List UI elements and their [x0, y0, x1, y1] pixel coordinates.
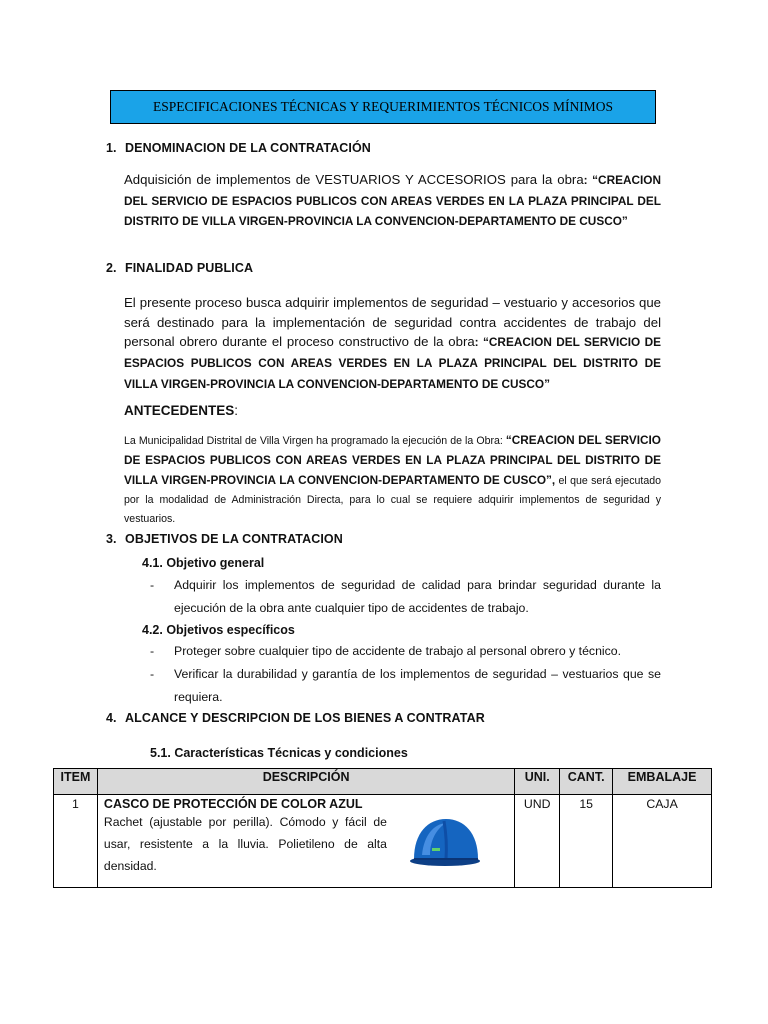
- section-2-heading: [106, 261, 253, 275]
- objetivos-especificos-heading: 4.2. Objetivos específicos: [142, 623, 295, 637]
- header-quantity: CANT.: [560, 769, 613, 795]
- section-2-title: FINALIDAD PUBLICA: [125, 261, 254, 275]
- list-item: [150, 574, 661, 619]
- objetivo-general-item-1: Adquirir los implementos de seguridad de calidad para brindar seguridad durante la ejecución de la obra ante cualquier tipo de accidentes de trabajo.: [174, 578, 661, 615]
- section-2-paragraph: [124, 293, 661, 395]
- cell-packaging: CAJA: [613, 795, 712, 888]
- antecedentes-project-name: “CREACION DEL SERVICIO DE ESPACIOS PUBLICOS CON AREAS VERDES EN LA PLAZA PRINCIPAL DEL DISTRITO DE VILLA VIRGEN-PROVINCIA LA CONVENCION-DEPARTAMENTO DE CUSCO”,: [124, 433, 661, 487]
- antecedentes-paragraph: [124, 431, 661, 529]
- specifications-table: [53, 768, 712, 888]
- section-2-project-name: “CREACION DEL SERVICIO DE ESPACIOS PUBLICOS CON AREAS VERDES EN LA PLAZA PRINCIPAL DEL DISTRITO DE VILLA VIRGEN-PROVINCIA LA CONVENCION-DEPARTAMENTO DE CUSCO”: [124, 335, 661, 391]
- cell-quantity: 15: [560, 795, 613, 888]
- header-description: DESCRIPCIÓN: [97, 769, 514, 795]
- blue-helmet-icon: [408, 815, 482, 867]
- header-item: ITEM: [54, 769, 98, 795]
- antecedentes-text-2: el que será ejecutado por la modalidad de Administración Directa, para lo cual se requiere adquirir implementos de seguridad y vestuarios.: [124, 475, 661, 525]
- antecedentes-text-1: La Municipalidad Distrital de Villa Virgen ha programado la ejecución de la Obra:: [124, 435, 506, 447]
- document-title-text: ESPECIFICACIONES TÉCNICAS Y REQUERIMIENTOS TÉCNICOS MÍNIMOS: [153, 99, 613, 114]
- bullet-dash: -: [150, 644, 155, 658]
- header-unit: UNI.: [515, 769, 560, 795]
- list-item: [150, 640, 661, 663]
- antecedentes-colon: :: [234, 403, 239, 418]
- bullet-dash: -: [150, 667, 155, 681]
- section-1-title: DENOMINACION DE LA CONTRATACIÓN: [125, 141, 371, 155]
- section-1-colon: :: [583, 173, 588, 187]
- section-1-heading: [106, 141, 371, 155]
- section-1-number: 1.: [106, 141, 117, 155]
- caracteristicas-heading: 5.1. Características Técnicas y condiciones: [150, 746, 408, 760]
- section-2-text: El presente proceso busca adquirir implementos de seguridad – vestuario y accesorios que será destinado para la implementación de seguridad contra accidentes de trabajo del personal obrero durante el proceso constructivo de la obra: [124, 295, 661, 350]
- objetivo-especifico-item-1: Proteger sobre cualquier tipo de accidente de trabajo al personal obrero y técnico.: [174, 644, 622, 658]
- section-4-heading: [106, 711, 485, 725]
- section-2-colon: :: [474, 335, 479, 350]
- header-packaging: EMBALAJE: [613, 769, 712, 795]
- list-item: [150, 663, 661, 708]
- section-4-title: ALCANCE Y DESCRIPCION DE LOS BIENES A CONTRATAR: [125, 711, 485, 725]
- section-3-number: 3.: [106, 532, 117, 546]
- section-1-paragraph: [124, 170, 661, 232]
- cell-unit: UND: [515, 795, 560, 888]
- antecedentes-label: ANTECEDENTES: [124, 403, 235, 418]
- antecedentes-heading: [124, 403, 238, 418]
- table-header-row: [54, 769, 712, 795]
- table-row: [54, 795, 712, 888]
- document-title: [110, 90, 656, 124]
- item-text: Rachet (ajustable por perilla). Cómodo y fácil de usar, resistente a la lluvia. Polietileno de alta densidad.: [103, 815, 387, 873]
- section-1-text: Adquisición de implementos de VESTUARIOS Y ACCESORIOS para la obra: [124, 172, 584, 187]
- section-1-project-name: “CREACION DEL SERVICIO DE ESPACIOS PUBLICOS CON AREAS VERDES EN LA PLAZA PRINCIPAL DEL DISTRITO DE VILLA VIRGEN-PROVINCIA LA CONVENCION-DEPARTAMENTO DE CUSCO”: [124, 173, 661, 229]
- objetivo-especifico-item-2: Verificar la durabilidad y garantía de los implementos de seguridad – vestuarios que se requiera.: [174, 667, 661, 704]
- cell-item: 1: [54, 795, 98, 888]
- section-4-number: 4.: [106, 711, 117, 725]
- objetivo-general-heading: 4.1. Objetivo general: [142, 556, 265, 570]
- section-3-title: OBJETIVOS DE LA CONTRATACION: [125, 532, 343, 546]
- section-2-number: 2.: [106, 261, 117, 275]
- item-title: CASCO DE PROTECCIÓN DE COLOR AZUL: [103, 797, 363, 811]
- cell-description: [97, 795, 514, 888]
- section-3-heading: [106, 532, 343, 546]
- bullet-dash: -: [150, 578, 155, 592]
